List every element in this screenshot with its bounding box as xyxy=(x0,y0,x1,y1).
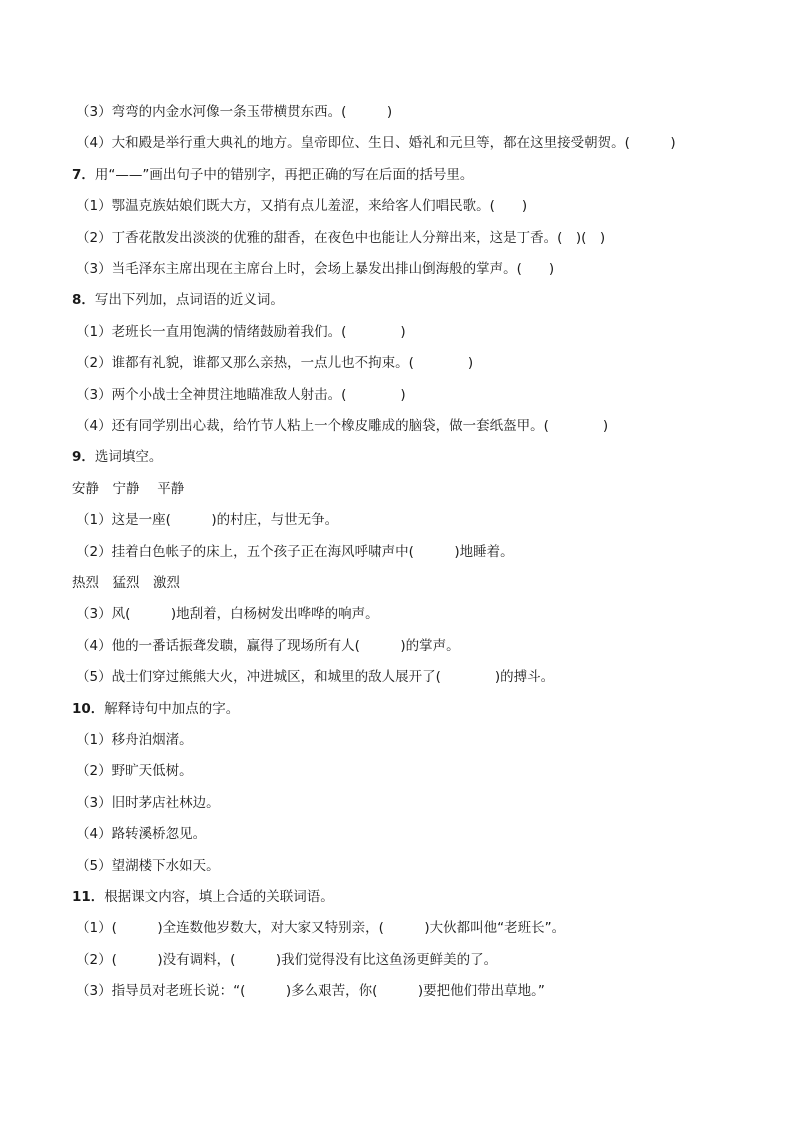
question-item: （3）当毛泽东主席出现在主席台上时，会场上暴发出排山倒海般的掌声。( ) xyxy=(76,261,555,277)
question-item: （1）( )全连数他岁数大，对大家又特别亲，( )大伙都叫他“老班长”。 xyxy=(76,920,566,937)
question-item: （4）路转溪桥忽见。 xyxy=(76,826,207,843)
question-instruction: 解释诗句中加点的字。 xyxy=(104,700,240,717)
question-heading xyxy=(72,165,794,185)
question-item: （1）这是一座( )的村庄，与世无争。 xyxy=(76,512,339,529)
question-item: （2）丁香花散发出淡淡的优雅的甜香，在夜色中也能让人分辩出来，这是丁香。( )( ) xyxy=(76,229,606,246)
question-number: 7． xyxy=(72,166,95,183)
question-item: （2）( )没有调料，( )我们觉得没有比这鱼汤更鲜美的了。 xyxy=(76,951,498,968)
question-item: （3）两个小战士全神贯注地瞄准敌人射击。( ) xyxy=(76,386,406,403)
question-heading xyxy=(72,699,794,719)
question-item: （1）鄂温克族姑娘们既大方，又捎有点儿羞涩，来给客人们唱民歌。( ) xyxy=(76,198,528,215)
question-number: 10． xyxy=(72,700,105,717)
question-heading xyxy=(72,887,794,907)
question-item: （4）大和殿是举行重大典礼的地方。皇帝即位、生日、婚礼和元旦等，都在这里接受朝贺。( ) xyxy=(76,135,676,152)
question-item: （3）指导员对老班长说：“( )多么艰苦，你( )要把他们带出草地。” xyxy=(76,983,545,1000)
word-choices: 热烈 猛烈 激烈 xyxy=(72,575,180,591)
question-item: （3）风( )地刮着，白杨树发出哗哗的响声。 xyxy=(76,606,379,623)
question-instruction: 用“——”画出句子中的错别字，再把正确的写在后面的括号里。 xyxy=(94,166,474,183)
question-item: （4）他的一番话振聋发聩，赢得了现场所有人( )的掌声。 xyxy=(76,637,460,654)
question-heading xyxy=(72,290,794,310)
question-instruction: 选词填空。 xyxy=(94,449,163,466)
question-item: （4）还有同学别出心裁，给竹节人粘上一个橡皮雕成的脑袋，做一套纸盔甲。( ) xyxy=(76,418,609,434)
question-item: （5）望湖楼下水如天。 xyxy=(76,857,220,874)
question-number: 8． xyxy=(72,292,95,309)
question-item: （3）弯弯的内金水河像一条玉带横贯东西。( ) xyxy=(76,104,393,120)
question-number: 11． xyxy=(72,889,105,905)
question-instruction: 根据课文内容，填上合适的关联词语。 xyxy=(104,889,334,905)
question-item: （1）移舟泊烟渚。 xyxy=(76,732,193,748)
question-item: （1）老班长一直用饱满的情绪鼓励着我们。( ) xyxy=(76,323,406,340)
question-heading xyxy=(72,447,794,467)
question-item: （5）战士们穿过熊熊大火，冲进城区，和城里的敌人展开了( )的搏斗。 xyxy=(76,669,555,686)
question-item: （3）旧时茅店社林边。 xyxy=(76,794,220,811)
question-number: 9． xyxy=(72,449,95,466)
word-choices: 安静 宁静 平静 xyxy=(72,480,185,497)
question-item: （2）野旷天低树。 xyxy=(76,763,193,780)
question-item: （2）挂着白色帐子的床上，五个孩子正在海风呼啸声中( )地睡着。 xyxy=(76,543,514,560)
question-item: （2）谁都有礼貌，谁都又那么亲热，一点儿也不拘束。( ) xyxy=(76,355,474,372)
question-instruction: 写出下列加，点词语的近义词。 xyxy=(94,292,284,309)
